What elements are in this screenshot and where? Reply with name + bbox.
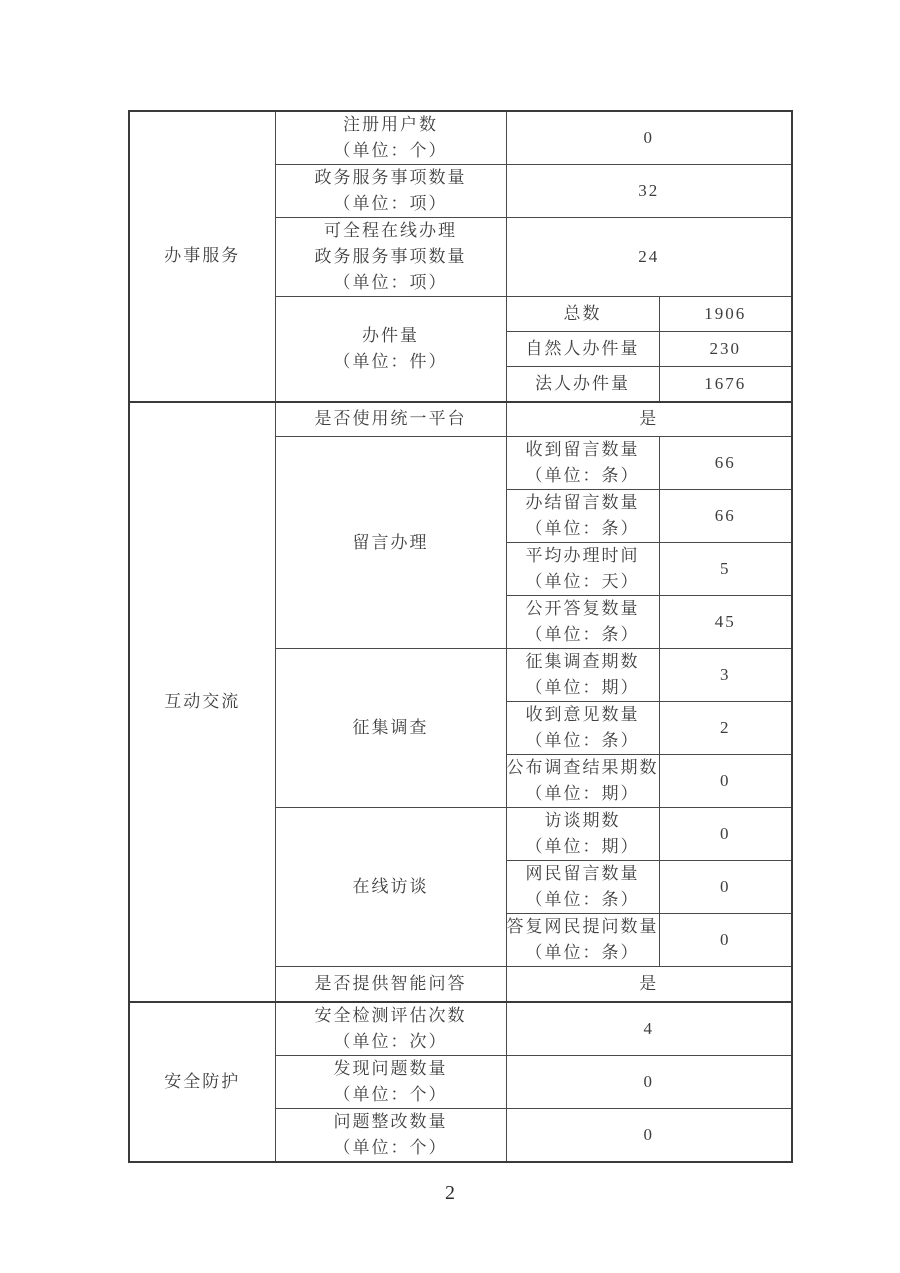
value-cell: 32 bbox=[506, 165, 792, 218]
cell-unit-line: （单位：条） bbox=[525, 890, 640, 909]
cell-label-line: 网民留言数量 bbox=[525, 864, 640, 883]
value-cell: 0 bbox=[659, 861, 792, 914]
cell-label-line: 发现问题数量 bbox=[333, 1058, 448, 1078]
value-cell: 66 bbox=[659, 437, 792, 490]
cell-label-line: 平均办理时间 bbox=[525, 546, 640, 565]
value-cell: 230 bbox=[659, 332, 792, 367]
category-label: 办事服务 bbox=[164, 246, 241, 266]
cell-unit-line: （单位：期） bbox=[525, 678, 640, 697]
value-cell: 1906 bbox=[659, 297, 792, 332]
cell-label-line: 征集调查期数 bbox=[525, 652, 640, 671]
label-cell-problems-fixed bbox=[275, 1108, 506, 1162]
category-label: 安全防护 bbox=[164, 1071, 241, 1091]
value-cell: 1676 bbox=[659, 367, 792, 402]
cell-label-line: 可全程在线办理 bbox=[324, 221, 457, 240]
label-cell-online-items bbox=[275, 218, 506, 297]
cell-unit-line: （单位：天） bbox=[525, 572, 640, 591]
value-cell: 0 bbox=[659, 808, 792, 861]
sub-label-cell: 法人办件量 bbox=[506, 367, 659, 402]
group-cell-message-handling: 留言办理 bbox=[275, 437, 506, 649]
value-cell: 24 bbox=[506, 218, 792, 297]
cell-unit-line: （单位：条） bbox=[525, 943, 640, 962]
value-cell: 66 bbox=[659, 490, 792, 543]
cell-label-line: 办件量 bbox=[362, 325, 419, 345]
cell-unit-line: （单位：项） bbox=[333, 194, 448, 213]
value-cell: 4 bbox=[506, 1002, 792, 1056]
category-cell-security bbox=[129, 1002, 275, 1163]
cell-label-line: 办结留言数量 bbox=[525, 493, 640, 512]
value-cell: 0 bbox=[506, 1108, 792, 1162]
value-cell: 是 bbox=[506, 402, 792, 437]
value-cell: 0 bbox=[659, 914, 792, 967]
category-label: 互动交流 bbox=[164, 691, 241, 711]
cell-label-line: 访谈期数 bbox=[544, 811, 621, 830]
cell-unit-line: （单位：期） bbox=[525, 784, 640, 803]
value-cell: 3 bbox=[659, 649, 792, 702]
cell-label-line: 收到留言数量 bbox=[525, 440, 640, 459]
page-number: 2 bbox=[445, 1182, 455, 1204]
label-cell-problems-found bbox=[275, 1055, 506, 1108]
value-cell: 0 bbox=[506, 1055, 792, 1108]
cell-unit-line: （单位：条） bbox=[525, 519, 640, 538]
sub-label-cell: 总数 bbox=[506, 297, 659, 332]
cell-unit-line: （单位：个） bbox=[333, 1137, 448, 1157]
cell-label-line: 注册用户数 bbox=[343, 115, 438, 134]
label-cell-smart-qa: 是否提供智能问答 bbox=[275, 967, 506, 1002]
sub-label-cell bbox=[506, 755, 659, 808]
cell-unit-line: （单位：条） bbox=[525, 466, 640, 485]
label-cell-registered-users bbox=[275, 111, 506, 165]
sub-label-cell bbox=[506, 808, 659, 861]
cell-unit-line: （单位：个） bbox=[333, 1084, 448, 1104]
sub-label-cell bbox=[506, 437, 659, 490]
category-cell-interaction bbox=[129, 402, 275, 1002]
sub-label-cell bbox=[506, 596, 659, 649]
value-cell: 0 bbox=[506, 111, 792, 165]
label-cell-unified-platform: 是否使用统一平台 bbox=[275, 402, 506, 437]
label-cell-security-check bbox=[275, 1002, 506, 1056]
label-cell-service-items bbox=[275, 165, 506, 218]
sub-label-cell: 自然人办件量 bbox=[506, 332, 659, 367]
value-cell: 5 bbox=[659, 543, 792, 596]
sub-label-cell bbox=[506, 649, 659, 702]
cell-unit-line: （单位：次） bbox=[333, 1031, 448, 1051]
sub-label-cell bbox=[506, 861, 659, 914]
cell-label-line: 问题整改数量 bbox=[333, 1111, 448, 1131]
sub-label-cell bbox=[506, 914, 659, 967]
value-cell: 45 bbox=[659, 596, 792, 649]
category-cell-service bbox=[129, 111, 275, 402]
cell-unit-line: （单位：期） bbox=[525, 837, 640, 856]
cell-label-line: 安全检测评估次数 bbox=[314, 1005, 467, 1025]
sub-label-cell bbox=[506, 490, 659, 543]
report-table bbox=[128, 110, 793, 1163]
group-cell-survey: 征集调查 bbox=[275, 649, 506, 808]
cell-unit-line: （单位：条） bbox=[525, 731, 640, 750]
cell-unit-line: （单位：个） bbox=[333, 141, 448, 160]
cell-label-line: 政务服务事项数量 bbox=[314, 168, 467, 187]
group-cell-cases bbox=[275, 297, 506, 402]
table-row bbox=[129, 402, 792, 437]
table-row bbox=[129, 1002, 792, 1056]
group-cell-interview: 在线访谈 bbox=[275, 808, 506, 967]
cell-label-line: 答复网民提问数量 bbox=[506, 917, 659, 936]
sub-label-cell bbox=[506, 702, 659, 755]
value-cell: 0 bbox=[659, 755, 792, 808]
value-cell: 2 bbox=[659, 702, 792, 755]
cell-unit-line: （单位：条） bbox=[525, 625, 640, 644]
cell-unit-line: （单位：项） bbox=[333, 273, 448, 292]
cell-label-line: 收到意见数量 bbox=[525, 705, 640, 724]
sub-label-cell bbox=[506, 543, 659, 596]
table-row bbox=[129, 111, 792, 165]
cell-label-line: 政务服务事项数量 bbox=[314, 247, 467, 266]
cell-label-line: 公布调查结果期数 bbox=[506, 758, 659, 777]
cell-label-line: 公开答复数量 bbox=[525, 599, 640, 618]
value-cell: 是 bbox=[506, 967, 792, 1002]
cell-unit-line: （单位：件） bbox=[333, 351, 448, 371]
